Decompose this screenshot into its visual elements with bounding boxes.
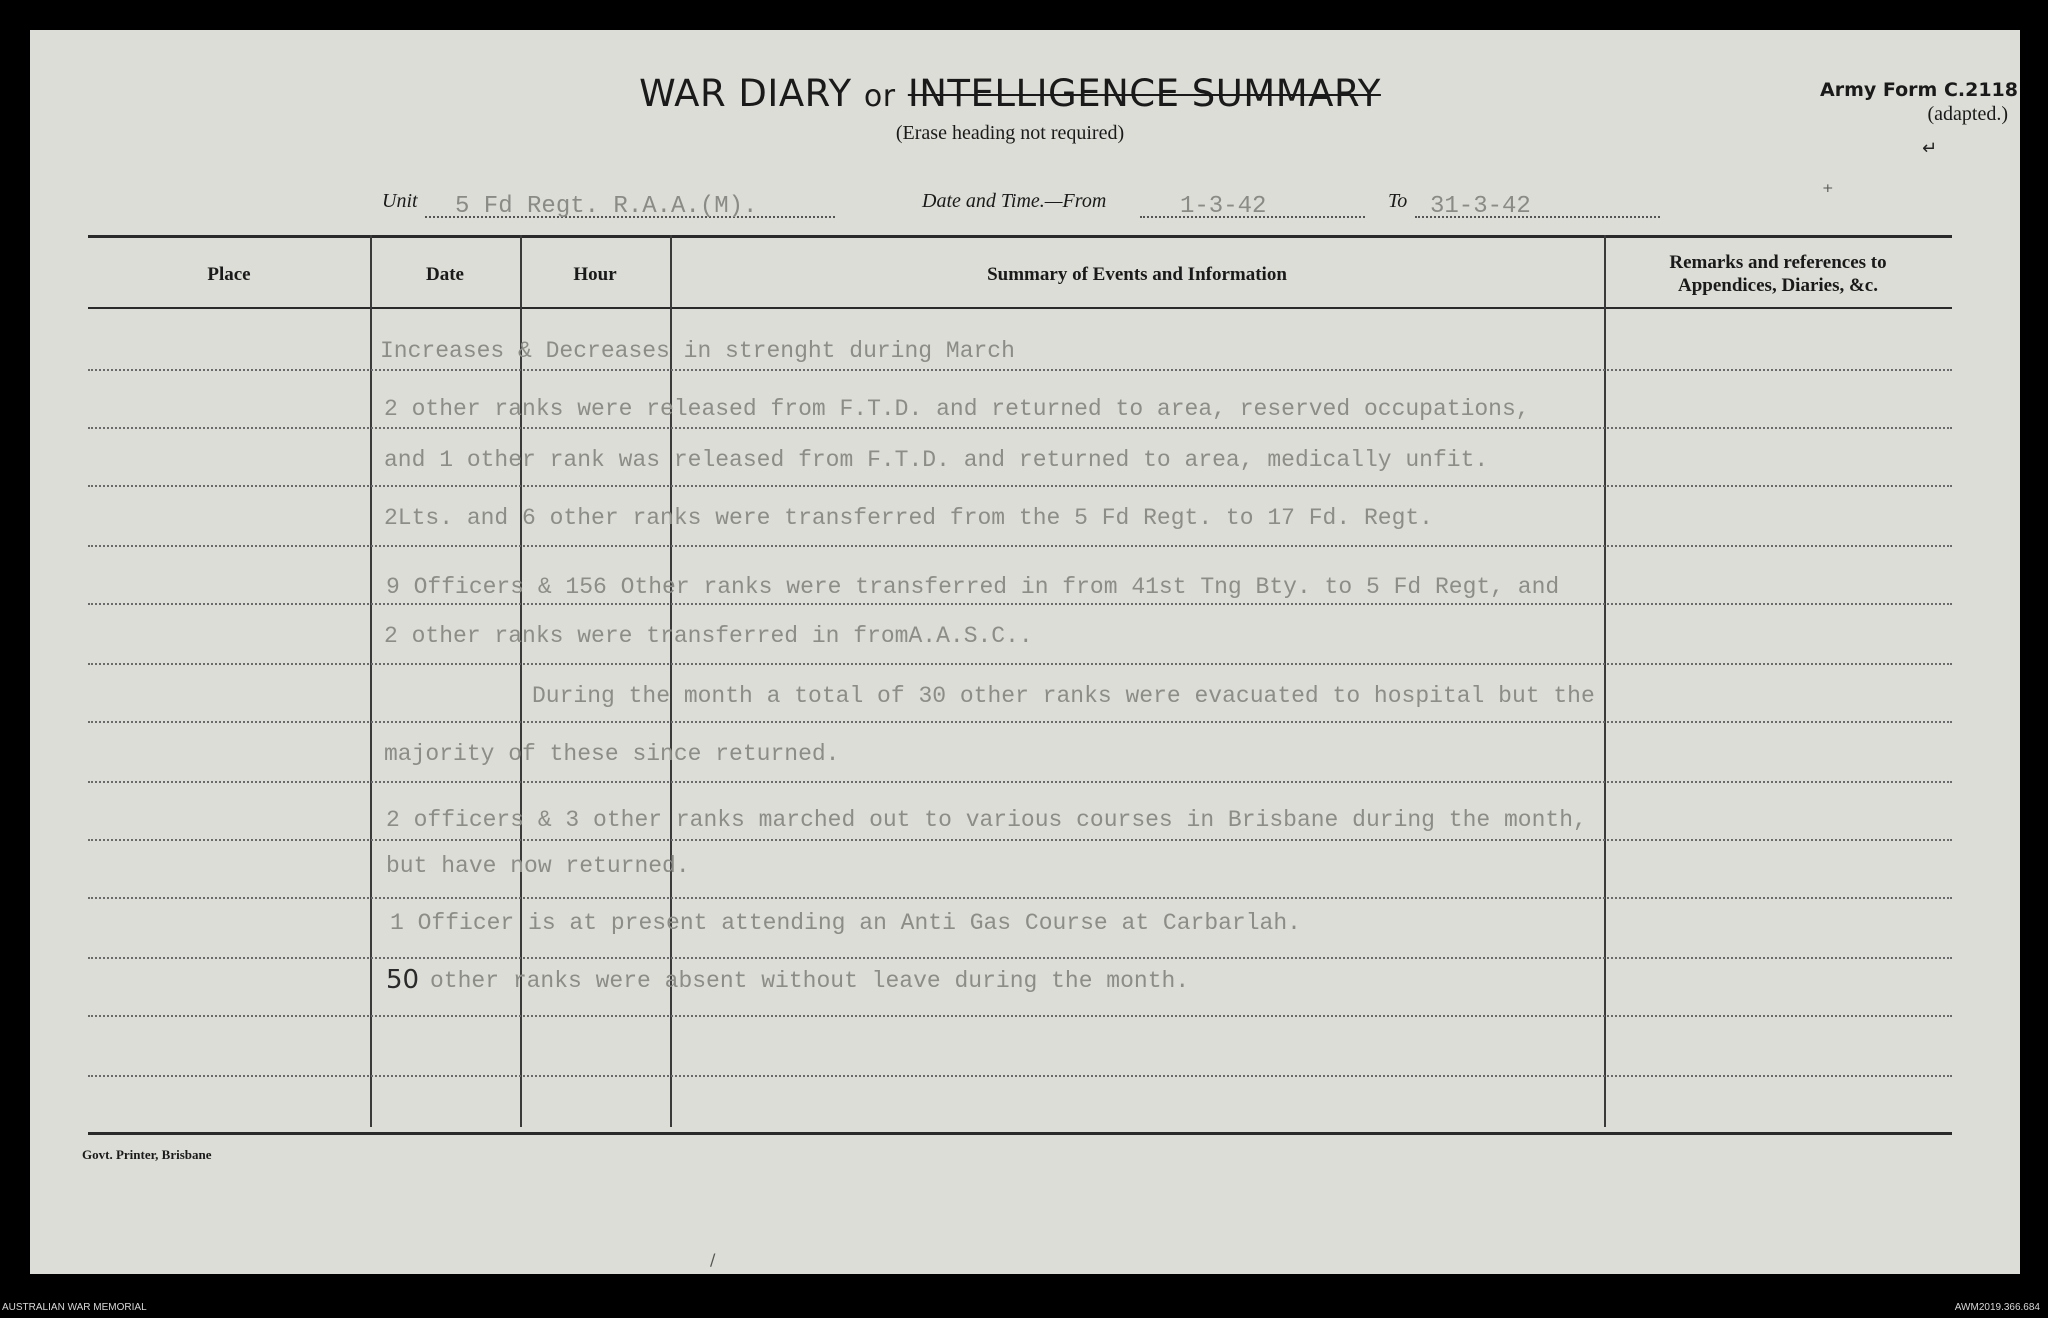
table-bottom-border bbox=[88, 1132, 1952, 1135]
row-line bbox=[88, 721, 1952, 723]
corner-arrow-icon: ↵ bbox=[1922, 138, 1938, 159]
diary-entry: 2Lts. and 6 other ranks were transferred from the 5 Fd Regt. to 17 Fd. Regt. bbox=[384, 505, 1433, 531]
row-line bbox=[88, 1075, 1952, 1077]
diary-entry: majority of these since returned. bbox=[384, 741, 840, 767]
column-header-summary: Summary of Events and Information bbox=[987, 264, 1287, 285]
government-printer-label: Govt. Printer, Brisbane bbox=[82, 1147, 212, 1162]
title-intelligence-summary: INTELLIGENCE SUMMARY bbox=[907, 72, 1381, 115]
erase-heading-note: (Erase heading not required) bbox=[895, 122, 1125, 144]
diary-entry: Increases & Decreases in strenght during March bbox=[380, 338, 1015, 364]
archive-reference: AWM2019.366.684 bbox=[1954, 1302, 2040, 1313]
column-header-date: Date bbox=[426, 264, 464, 285]
row-line bbox=[88, 369, 1952, 371]
handwritten-count: 50 bbox=[386, 965, 420, 995]
document-title bbox=[0, 72, 2020, 115]
diary-entry: other ranks were absent without leave during the month. bbox=[430, 968, 1190, 994]
diary-entry: 1 Officer is at present attending an Anti Gas Course at Carbarlah. bbox=[390, 910, 1301, 936]
pencil-tick: / bbox=[710, 1250, 716, 1269]
column-header-hour: Hour bbox=[573, 264, 617, 285]
date-from-value: 1-3-42 bbox=[1180, 193, 1267, 220]
row-line bbox=[88, 1015, 1952, 1017]
remarks-header-line2: Appendices, Diaries, &c. bbox=[1677, 275, 1878, 296]
remarks-header-line1: Remarks and references to bbox=[1669, 252, 1887, 273]
army-form-number: Army Form C.2118 bbox=[1820, 79, 2018, 101]
diary-entry: 9 Officers & 156 Other ranks were transferred in from 41st Tng Bty. to 5 Fd Regt, and bbox=[386, 574, 1560, 600]
row-line bbox=[88, 485, 1952, 487]
row-line bbox=[88, 427, 1952, 429]
column-header-remarks bbox=[1604, 251, 1952, 297]
row-line bbox=[88, 603, 1952, 605]
unit-label: Unit bbox=[382, 190, 418, 212]
date-from-label: Date and Time.—From bbox=[922, 190, 1107, 212]
diary-entry: 2 officers & 3 other ranks marched out to various courses in Brisbane during the month, bbox=[386, 807, 1587, 833]
diary-entry: 2 other ranks were released from F.T.D. and returned to area, reserved occupations, bbox=[384, 396, 1530, 422]
row-line bbox=[88, 545, 1952, 547]
table-header-border bbox=[88, 307, 1952, 309]
title-or: or bbox=[863, 79, 896, 114]
pencil-mark: ⁺ bbox=[1822, 180, 1834, 205]
diary-table bbox=[88, 235, 1952, 1135]
title-war-diary: WAR DIARY bbox=[639, 72, 852, 115]
diary-entry: and 1 other rank was released from F.T.D. and returned to area, medically unfit. bbox=[384, 447, 1489, 473]
date-to-value: 31-3-42 bbox=[1430, 193, 1531, 220]
archive-credit: AUSTRALIAN WAR MEMORIAL bbox=[2, 1302, 147, 1313]
diary-entry: but have now returned. bbox=[386, 853, 690, 879]
row-line bbox=[88, 839, 1952, 841]
row-line bbox=[88, 781, 1952, 783]
table-top-border bbox=[88, 235, 1952, 238]
unit-value: 5 Fd Regt. R.A.A.(M). bbox=[455, 193, 758, 220]
diary-entry: During the month a total of 30 other ranks were evacuated to hospital but the bbox=[532, 683, 1595, 709]
row-line bbox=[88, 897, 1952, 899]
date-to-label: To bbox=[1388, 190, 1408, 212]
column-header-place: Place bbox=[207, 264, 251, 285]
army-form-label bbox=[1788, 78, 2018, 126]
army-form-adapted: (adapted.) bbox=[1927, 103, 2008, 125]
row-line bbox=[88, 663, 1952, 665]
row-line bbox=[88, 957, 1952, 959]
diary-entry: 2 other ranks were transferred in fromA.A.S.C.. bbox=[384, 623, 1033, 649]
